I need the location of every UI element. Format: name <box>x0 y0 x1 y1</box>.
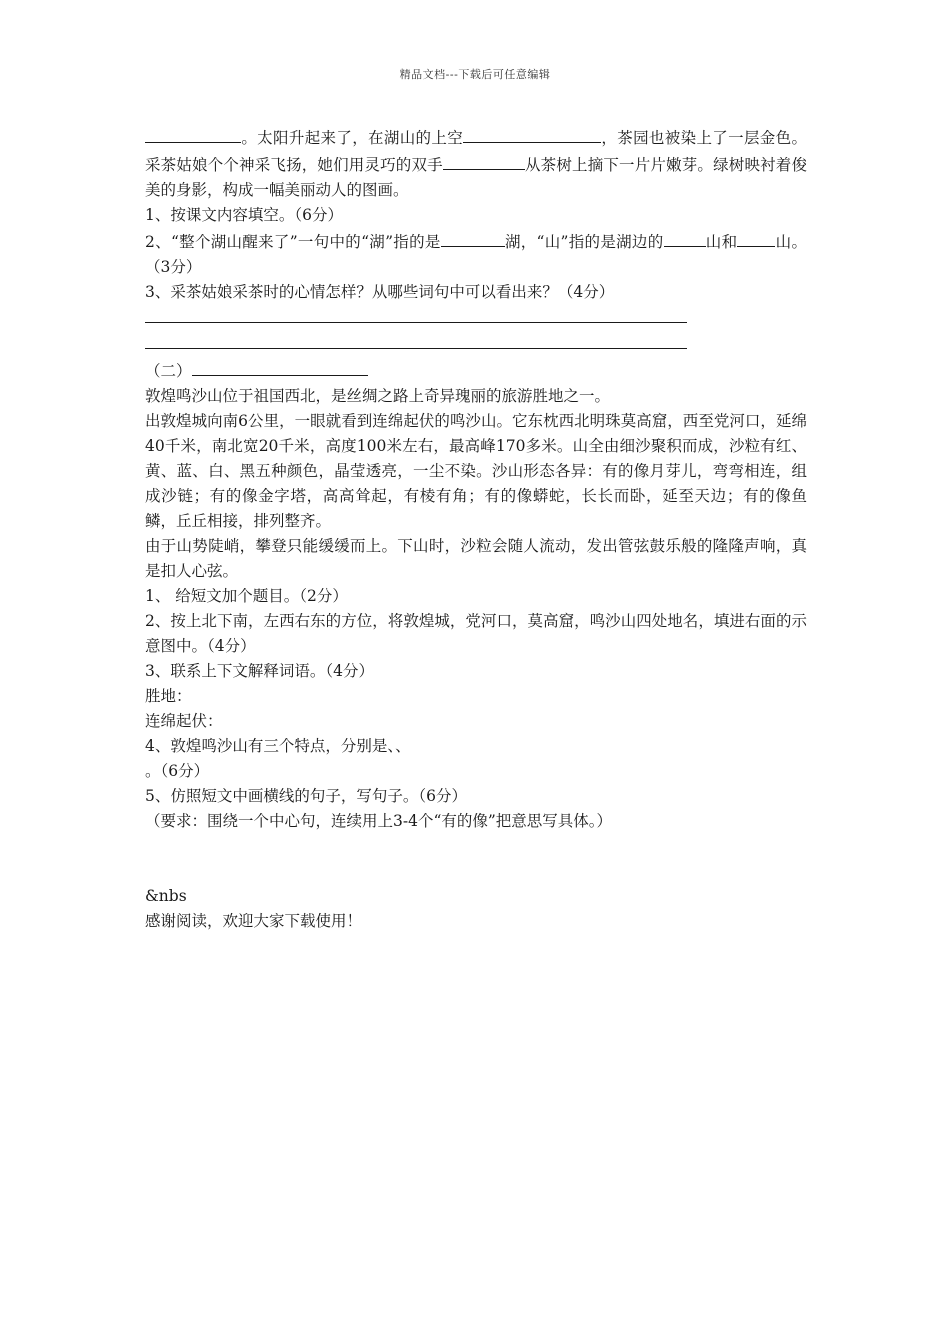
question-1-1: 1、按课文内容填空。（6分） <box>145 206 343 224</box>
question-2-1: 1、 给短文加个题目。（2分） <box>145 587 348 605</box>
answer-line-1[interactable] <box>145 305 687 323</box>
passage-2-para-2: 出敦煌城向南6公里，一眼就看到连绵起伏的鸣沙山。它东枕西北明珠莫高窟，西至党河口，延绵40千米，南北宽20千米，高度100米左右，最高峰170多米。山全由细沙聚积而成，沙粒有红、黄、蓝、白、黑五种颜色，晶莹透亮，一尘不染。沙山形态各异：有的像月芽儿，弯弯相连，组成沙链；有的像金字塔，高高耸起，有棱有角；有的像蟒蛇，长长而卧，延至天边；有的像鱼鳞，丘丘相接，排列整齐。 <box>145 412 807 530</box>
blank-1[interactable] <box>145 124 241 143</box>
footer-nbs: &nbs <box>145 887 187 905</box>
question-1-3: 3、采茶姑娘采茶时的心情怎样？从哪些词句中可以看出来？（4分） <box>145 283 615 301</box>
term-lianmian: 连绵起伏： <box>145 712 223 730</box>
answer-line-2[interactable] <box>145 331 687 349</box>
question-2-4: 4、敦煌鸣沙山有三个特点，分别是、、 <box>145 737 411 755</box>
blank-3[interactable] <box>443 151 525 170</box>
question-2-5: 5、仿照短文中画横线的句子，写句子。（6分） <box>145 787 467 805</box>
term-shengdi: 胜地： <box>145 687 192 705</box>
footer-thanks: 感谢阅读，欢迎大家下载使用！ <box>145 912 363 930</box>
question-2-2: 2、按上北下南，左西右东的方位，将敦煌城，党河口，莫高窟，鸣沙山四处地名，填进右面的示意图中。（4分） <box>145 612 807 655</box>
question-2-3: 3、联系上下文解释词语。（4分） <box>145 662 374 680</box>
passage-2-para-1: 敦煌鸣沙山位于祖国西北，是丝绸之路上奇异瑰丽的旅游胜地之一。 <box>145 387 611 405</box>
spacer <box>145 834 807 884</box>
question-1-2: 2、“整个湖山醒来了”一句中的“湖”指的是 湖，“山”指的是湖边的 山和 山。（3分） <box>145 228 807 280</box>
page-header: 精品文档---下载后可任意编辑 <box>399 68 551 81</box>
blank-2[interactable] <box>463 124 601 143</box>
passage-2-para-3: 由于山势陡峭，攀登只能缓缓而上。下山时，沙粒会随人流动，发出管弦鼓乐般的隆隆声响，真是扣人心弦。 <box>145 537 807 580</box>
question-2-5-requirement: （要求：围绕一个中心句，连续用上3-4个“有的像”把意思写具体。） <box>145 812 613 830</box>
passage-1: 。太阳升起来了，在湖山的上空 ，茶园也被染上了一层金色。采茶姑娘个个神采飞扬，她们用灵巧的双手 从茶树上摘下一片片嫩芽。绿树映衬着俊美的身影，构成一幅美丽动人的图画。 <box>145 124 807 203</box>
document-body <box>145 124 807 934</box>
blank-mountain-1[interactable] <box>664 228 706 247</box>
blank-mountain-2[interactable] <box>737 228 775 247</box>
question-2-4-end: 。（6分） <box>145 762 210 780</box>
blank-lake[interactable] <box>441 228 505 247</box>
title-blank[interactable] <box>192 357 368 376</box>
section-2-label: （二） <box>145 357 807 384</box>
